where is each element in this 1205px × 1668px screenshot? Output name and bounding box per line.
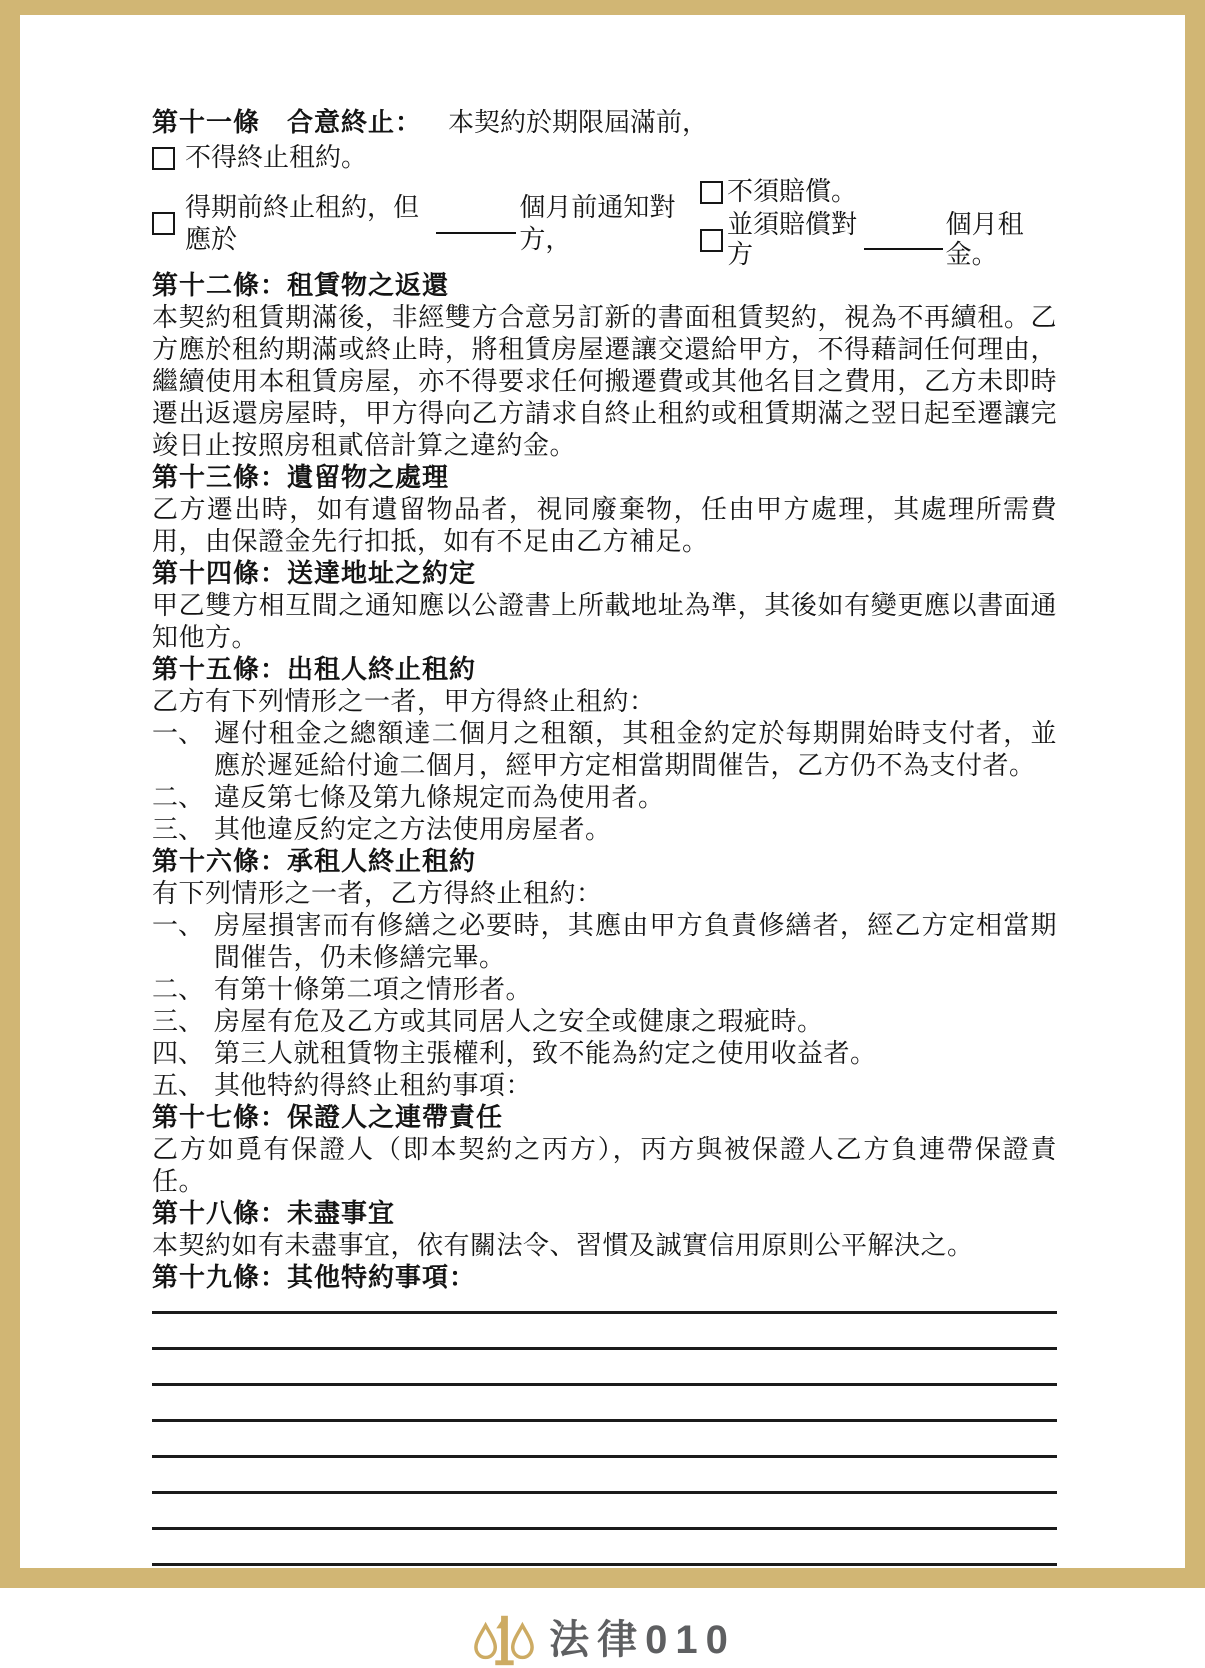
article-13-body: 乙方遷出時，如有遺留物品者，視同廢棄物，任由甲方處理，其處理所需費用，由保證金先行扣抵，如有不足由乙方補足。	[152, 495, 1057, 556]
article-17-heading: 第十七條：保證人之連帶責任	[152, 1103, 504, 1132]
item-marker: 四、	[152, 1039, 205, 1068]
compensation-row	[700, 210, 1057, 270]
item-text: 其他特約得終止租約事項：	[214, 1071, 533, 1100]
compensation-suffix: 個月租金。	[945, 210, 1024, 269]
option-early-termination-row	[152, 177, 1057, 270]
write-in-line[interactable]	[152, 1314, 1057, 1350]
compensation-checkbox[interactable]	[700, 229, 723, 252]
article-19-heading: 第十九條：其他特約事項：	[152, 1263, 477, 1292]
article-16	[152, 846, 1057, 1102]
item-marker: 二、	[152, 783, 205, 812]
article-12-heading: 第十二條：租賃物之返還	[152, 271, 450, 300]
write-in-line[interactable]	[152, 1530, 1057, 1566]
item-text: 其他違反約定之方法使用房屋者。	[214, 815, 612, 844]
article-17-body: 乙方如覓有保證人（即本契約之丙方），丙方與被保證人乙方負連帶保證責任。	[152, 1135, 1057, 1196]
article-15	[152, 654, 1057, 846]
article-11	[152, 107, 1057, 270]
early-termination-checkbox[interactable]	[152, 212, 175, 235]
contract-page	[20, 15, 1185, 1662]
article-11-heading-row	[152, 107, 1057, 139]
article-16-item-4	[152, 1038, 1057, 1070]
item-marker: 一、	[152, 911, 205, 940]
article-13-heading: 第十三條：遺留物之處理	[152, 463, 450, 492]
item-marker: 三、	[152, 1007, 205, 1036]
article-16-item-2	[152, 974, 1057, 1006]
article-11-heading: 第十一條 合意終止：	[152, 108, 423, 137]
item-marker: 三、	[152, 815, 205, 844]
article-16-heading: 第十六條：承租人終止租約	[152, 847, 477, 876]
write-in-line[interactable]	[152, 1386, 1057, 1422]
item-text: 第三人就租賃物主張權利，致不能為約定之使用收益者。	[214, 1039, 877, 1068]
article-14-body: 甲乙雙方相互間之通知應以公證書上所載地址為準，其後如有變更應以書面通知他方。	[152, 591, 1057, 652]
option-no-termination-row	[152, 139, 1057, 177]
no-compensation-checkbox[interactable]	[700, 181, 723, 204]
article-16-item-3	[152, 1006, 1057, 1038]
footer-logo	[152, 1612, 1057, 1668]
article-14-heading: 第十四條：送達地址之約定	[152, 559, 477, 588]
article-12-body: 本契約租賃期滿後，非經雙方合意另訂新的書面租賃契約，視為不再續租。乙方應於租約期滿或終止時，將租賃房屋遷讓交還給甲方，不得藉詞任何理由，繼續使用本租賃房屋，亦不得要求任何搬遷費或其他名目之費用，乙方未即時遷出返還房屋時，甲方得向乙方請求自終止租約或租賃期滿之翌日起至遷讓完竣日止按照房租貳倍計算之違約金。	[152, 303, 1057, 460]
write-in-line[interactable]	[152, 1494, 1057, 1530]
no-termination-checkbox[interactable]	[152, 147, 175, 170]
compensation-prefix: 並須賠償對方	[727, 210, 858, 269]
write-in-line[interactable]	[152, 1296, 1057, 1314]
item-marker: 一、	[152, 719, 205, 748]
item-marker: 五、	[152, 1071, 205, 1100]
article-18-heading: 第十八條：未盡事宜	[152, 1199, 396, 1228]
write-in-line[interactable]	[152, 1458, 1057, 1494]
early-termination-prefix: 得期前終止租約，但應於	[185, 192, 420, 254]
item-text: 房屋損害而有修繕之必要時，其應由甲方負責修繕者，經乙方定相當期間催告，仍未修繕完畢。	[214, 911, 1057, 972]
months-notice-blank-field[interactable]	[436, 214, 516, 234]
no-termination-label: 不得終止租約。	[185, 143, 368, 172]
article-15-item-2	[152, 782, 1057, 814]
item-text: 有第十條第二項之情形者。	[214, 975, 533, 1004]
no-compensation-label: 不須賠償。	[727, 177, 858, 206]
article-17	[152, 1102, 1057, 1198]
item-text: 遲付租金之總額達二個月之租額，其租金約定於每期開始時支付者，並應於遲延給付逾二個月，經甲方定相當期間催告，乙方仍不為支付者。	[214, 719, 1057, 780]
article-11-lead-text: 本契約於期限屆滿前，	[448, 108, 709, 137]
article-15-heading: 第十五條：出租人終止租約	[152, 655, 477, 684]
article-15-item-1	[152, 718, 1057, 782]
article-18-body: 本契約如有未盡事宜，依有關法令、習慣及誠實信用原則公平解決之。	[152, 1231, 974, 1260]
item-marker: 二、	[152, 975, 205, 1004]
article-15-intro: 乙方有下列情形之一者，甲方得終止租約：	[152, 687, 656, 716]
write-in-line[interactable]	[152, 1350, 1057, 1386]
item-text: 房屋有危及乙方或其同居人之安全或健康之瑕疵時。	[214, 1007, 824, 1036]
article-16-item-5	[152, 1070, 1057, 1102]
months-rent-blank-field[interactable]	[864, 230, 943, 250]
brand-name: 法律010	[549, 1618, 736, 1662]
article-12	[152, 270, 1057, 462]
article-15-item-3	[152, 814, 1057, 846]
compensation-options	[700, 177, 1057, 270]
write-in-line[interactable]	[152, 1422, 1057, 1458]
special-terms-write-in-area	[152, 1296, 1057, 1566]
article-13	[152, 462, 1057, 558]
no-compensation-row	[700, 177, 1057, 207]
article-18	[152, 1198, 1057, 1262]
scales-of-justice-icon	[473, 1612, 535, 1668]
article-16-item-1	[152, 910, 1057, 974]
article-16-intro: 有下列情形之一者，乙方得終止租約：	[152, 879, 603, 908]
article-19	[152, 1262, 1057, 1566]
article-14	[152, 558, 1057, 654]
early-termination-suffix: 個月前通知對方，	[519, 192, 676, 254]
item-text: 違反第七條及第九條規定而為使用者。	[214, 783, 665, 812]
